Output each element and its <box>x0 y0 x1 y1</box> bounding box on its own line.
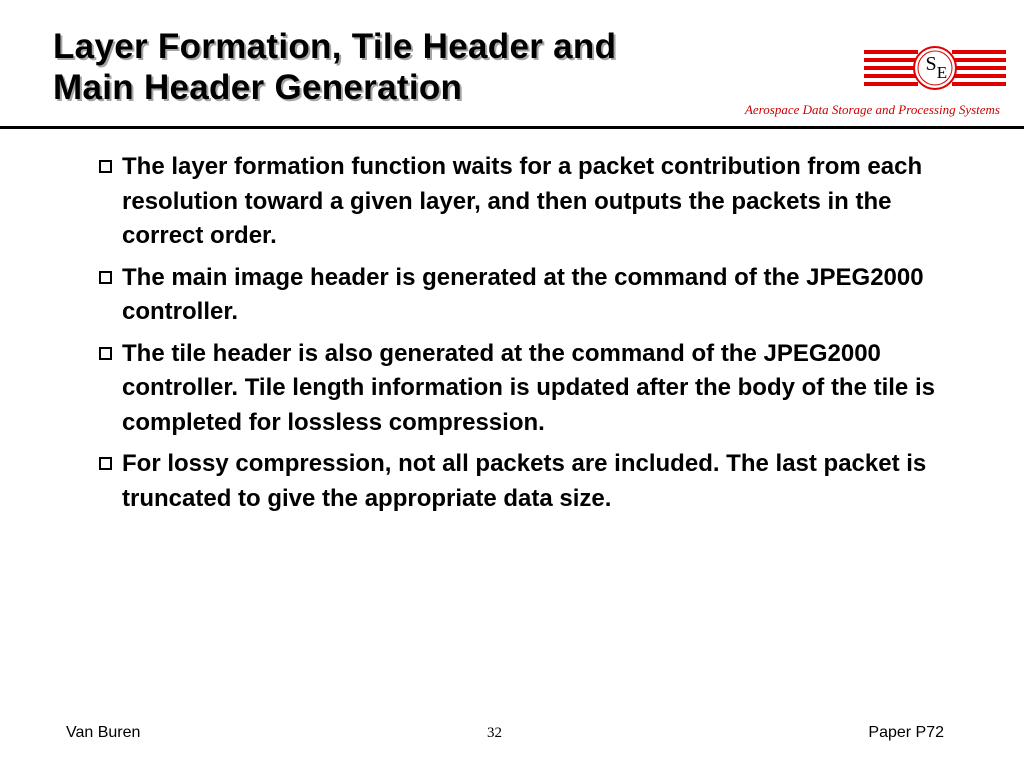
bullet-list <box>96 150 956 523</box>
bullet-text: The layer formation function waits for a packet contribution from each resolution toward a given layer, and then outputs the packets in the correct order. <box>122 153 923 249</box>
bullet-item <box>96 337 956 441</box>
bullet-item <box>96 150 956 254</box>
bullet-text: The tile header is also generated at the command of the JPEG2000 controller. Tile length information is updated after the body of the tile is completed for lossless compression. <box>122 339 935 436</box>
logo-letter-e: E <box>936 63 948 82</box>
se-logo-icon <box>864 46 1006 94</box>
bullet-item <box>96 447 956 516</box>
footer-page-number: 32 <box>487 725 502 741</box>
hollow-square-bullet-icon <box>99 347 112 360</box>
footer-author: Van Buren <box>66 724 141 741</box>
bullet-text: The main image header is generated at the command of the JPEG2000 controller. <box>122 263 924 325</box>
slide-title-line-1: Layer Formation, Tile Header and <box>53 27 617 66</box>
logo-letter-s: S <box>925 53 937 75</box>
slide-title-line-2: Main Header Generation <box>53 68 463 107</box>
footer-paper-id: Paper P72 <box>868 724 944 741</box>
slide-title <box>53 26 813 108</box>
company-tagline: Aerospace Data Storage and Processing Systems <box>744 102 1000 117</box>
bullet-item <box>96 261 956 330</box>
header-divider <box>0 126 1024 129</box>
bullet-text: For lossy compression, not all packets are included. The last packet is truncated to give the appropriate data size. <box>122 450 927 512</box>
hollow-square-bullet-icon <box>99 160 112 173</box>
hollow-square-bullet-icon <box>99 457 112 470</box>
hollow-square-bullet-icon <box>99 271 112 284</box>
